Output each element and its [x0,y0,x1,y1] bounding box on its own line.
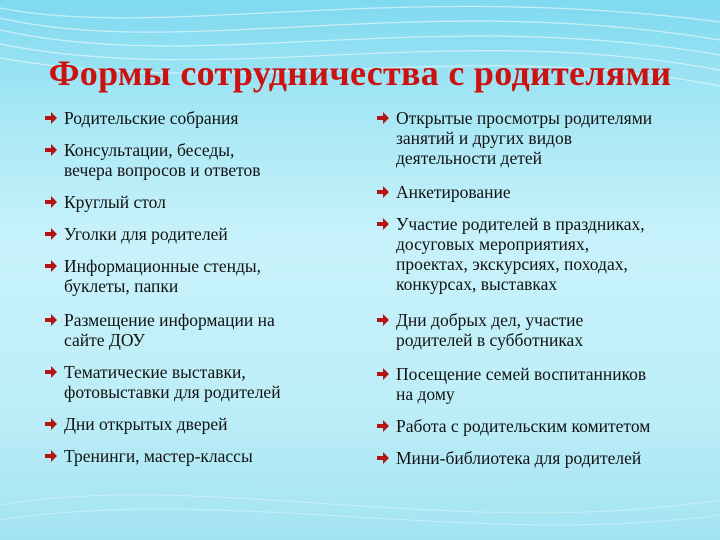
list-item-text-line: буклеты, папки [64,276,179,296]
left_column-list-item [64,192,166,212]
list-item-text-line: Круглый стол [64,192,166,212]
list-item-text-line: Работа с родительским комитетом [396,416,651,436]
left_column-list-item [64,362,281,402]
arrow-bullet-icon [376,451,390,465]
list-item-text-line: Тематические выставки, [64,362,246,382]
arrow-bullet-icon [376,111,390,125]
list-item-text-line: Участие родителей в праздниках, [396,214,645,234]
list-item-text-line: конкурсах, выставках [396,274,558,294]
list-item-text-line: проектах, экскурсиях, походах, [396,254,628,274]
slide-title: Формы сотрудничества с родителями [48,53,672,93]
list-item-text-line: Мини-библиотека для родителей [396,448,642,468]
arrow-bullet-icon [44,227,58,241]
list-item-text-line: Родительские собрания [64,108,239,128]
arrow-bullet-icon [44,449,58,463]
left_column-list-item [64,446,253,466]
arrow-bullet-icon [44,313,58,327]
arrow-bullet-icon [376,313,390,327]
list-item-text-line: досуговых мероприятиях, [396,234,590,254]
list-item-text-line: Информационные стенды, [64,256,261,276]
list-item-text-line: деятельности детей [396,148,543,168]
left_column-list-item [64,256,261,296]
right_column-list-item [396,108,652,168]
list-item-text-line: родителей в субботниках [396,330,584,350]
list-item-text-line: Размещение информации на [64,310,275,330]
right_column-list-item [396,214,645,294]
list-item-text-line: Анкетирование [396,182,511,202]
right_column-list-item [396,182,511,202]
right_column-list-item [396,416,650,436]
left_column-list-item [64,310,275,350]
arrow-bullet-icon [376,185,390,199]
list-item-text-line: сайте ДОУ [64,330,145,350]
left_column-list-item [64,108,238,128]
list-item-text-line: занятий и других видов [396,128,572,148]
arrow-bullet-icon [44,259,58,273]
list-item-text-line: Консультации, беседы, [64,140,235,160]
list-item-text-line: Посещение семей воспитанников [396,364,647,384]
list-item-text-line: на дому [396,384,455,404]
right_column-list-item [396,310,583,350]
arrow-bullet-icon [376,367,390,381]
left_column-list-item [64,414,227,434]
arrow-bullet-icon [44,195,58,209]
list-item-text-line: Уголки для родителей [64,224,228,244]
right_column-list-item [396,364,646,404]
list-item-text-line: Дни открытых дверей [64,414,228,434]
left_column-list-item [64,224,228,244]
arrow-bullet-icon [44,143,58,157]
list-item-text-line: фотовыставки для родителей [64,382,281,402]
right_column-list-item [396,448,641,468]
list-item-text-line: вечера вопросов и ответов [64,160,261,180]
arrow-bullet-icon [44,111,58,125]
left_column-list-item [64,140,261,180]
list-item-text-line: Тренинги, мастер-классы [64,446,253,466]
arrow-bullet-icon [44,365,58,379]
list-item-text-line: Дни добрых дел, участие [396,310,584,330]
list-item-text-line: Открытые просмотры родителями [396,108,653,128]
arrow-bullet-icon [376,217,390,231]
arrow-bullet-icon [376,419,390,433]
arrow-bullet-icon [44,417,58,431]
